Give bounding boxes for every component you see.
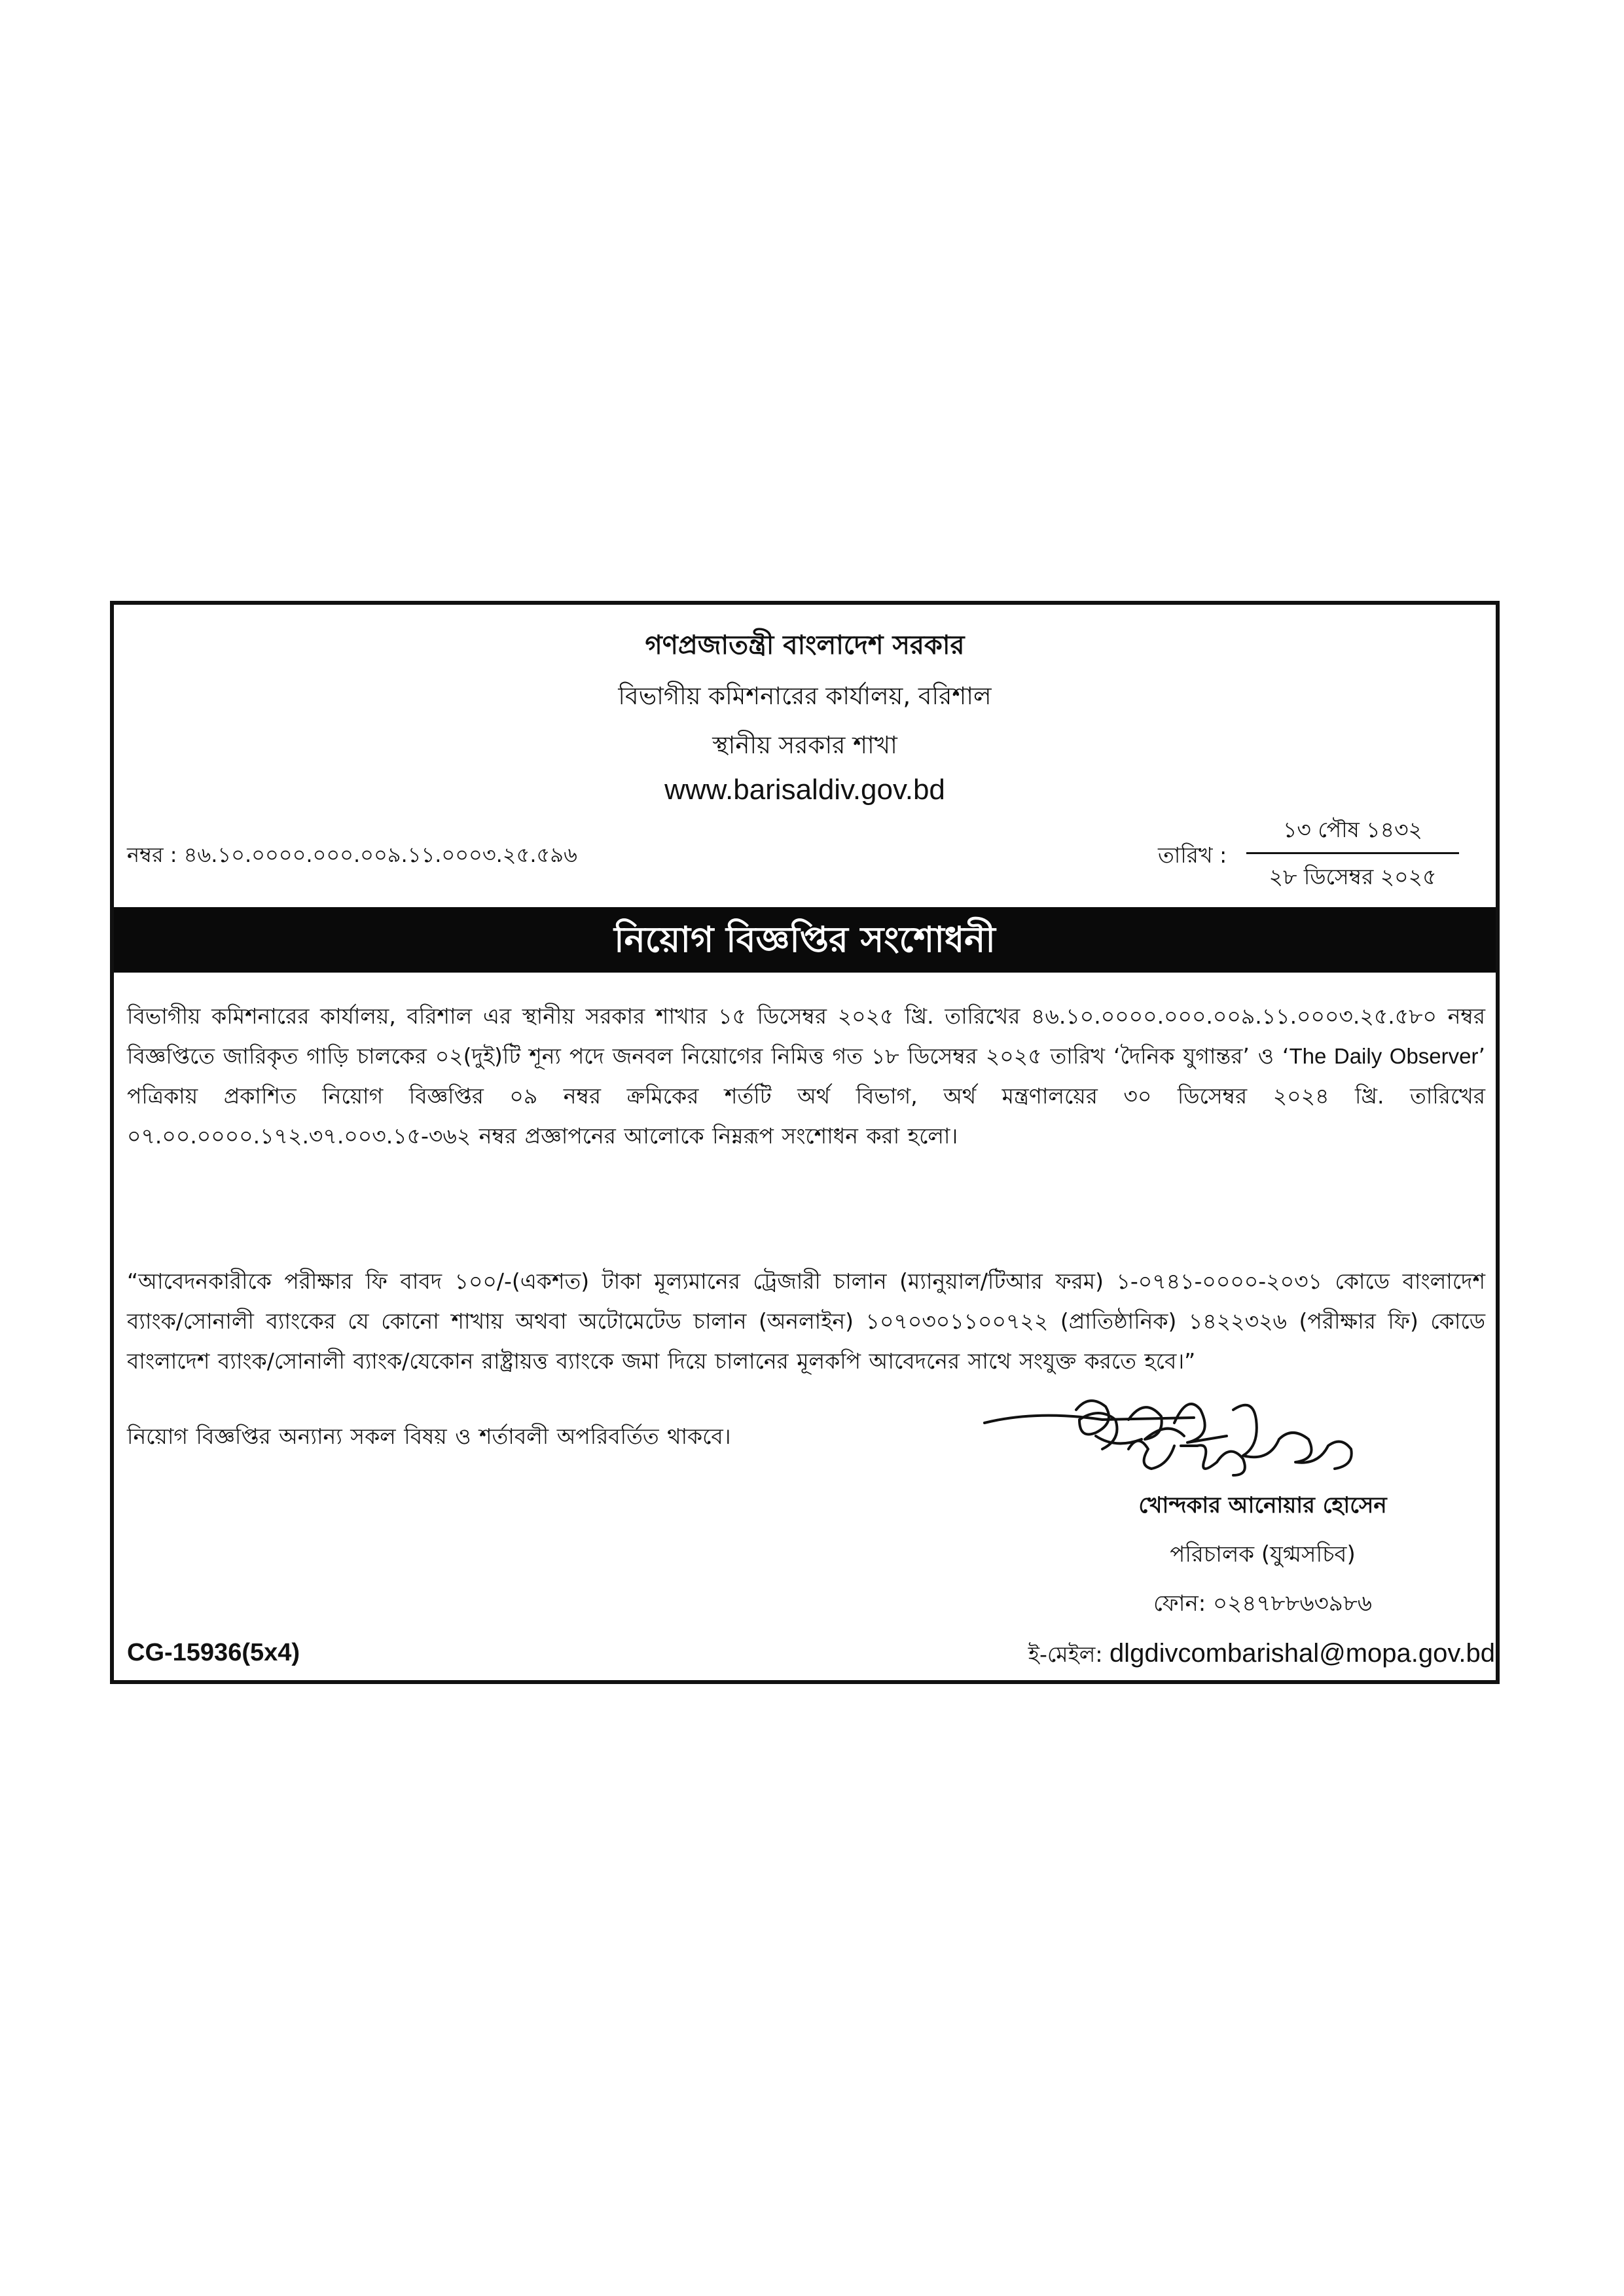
signatory-email [906, 1638, 1495, 1674]
notice-title: নিয়োগ বিজ্ঞপ্তির সংশোধনী [114, 907, 1496, 973]
date-bangla: ১৩ পৌষ ১৪৩২ [1246, 813, 1459, 854]
paragraph-other-conditions: নিয়োগ বিজ্ঞপ্তির অন্যান্য সকল বিষয় ও শর্তাবলী অপরিবর্তিত থাকবে। [127, 1424, 731, 1449]
notice-box [110, 601, 1500, 1684]
signatory-name: খোন্দকার আনোয়ার হোসেন [1138, 1492, 1387, 1518]
paragraph-fee-condition: “আবেদনকারীকে পরীক্ষার ফি বাবদ ১০০/-(একশত) টাকা মূল্যমানের ট্রেজারী চালান (ম্যানুয়াল/টিআর ফরম) ১-০৭৪১-০০০০-২০৩১ কোডে বাংলাদেশ ব্যাংক/সোনালী ব্যাংকের যে কোনো শাখায় অথবা অটোমেটেড চালান (অনলাইন) ১০৭০৩০১১০০৭২২ (প্রাতিষ্ঠানিক) ১৪২২৩২৬ (পরীক্ষার ফি) কোডে বাংলাদেশ ব্যাংক/সোনালী ব্যাংক/যেকোন রাষ্ট্রায়ত্ত ব্যাংকে জমা দিয়ে চালানের মূলকপি আবেদনের সাথে সংযুক্ত করতে হবে।” [127, 1268, 1485, 1374]
memo-number: নম্বর : ৪৬.১০.০০০০.০০০.০০৯.১১.০০০৩.২৫.৫৯৬ [127, 842, 577, 867]
email-address: dlgdivcombarishal@mopa.gov.bd [1109, 1639, 1495, 1668]
government-title: গণপ্রজাতন্ত্রী বাংলাদেশ সরকার [645, 630, 965, 660]
branch-name: স্থানীয় সরকার শাখা [712, 731, 897, 759]
newspaper-name-english: The Daily Observer [1289, 1044, 1479, 1068]
paragraph-amendment-reference [127, 996, 1485, 1156]
date-label: তারিখ : [1158, 842, 1227, 868]
paragraph1-text-a: বিভাগীয় কমিশনারের কার্যালয়, বরিশাল এর স্থানীয় সরকার শাখার ১৫ ডিসেম্বর ২০২৫ খ্রি. তারিখের ৪৬.১০.০০০০.০০০.০০৯.১১.০০০৩.২৫.৫৮০ নম্বর বিজ্ঞপ্তিতে জারিকৃত গাড়ি চালকের ০২(দুই)টি শূন্য পদে জনবল নিয়োগের নিমিত্ত গত ১৮ ডিসেম্বর ২০২৫ তারিখ ‘দৈনিক যুগান্তর’ ও ‘ [127, 1003, 1485, 1069]
office-name: বিভাগীয় কমিশনারের কার্যালয়, বরিশাল [618, 682, 992, 710]
paragraph1-text-b: ’ পত্রিকায় প্রকাশিত নিয়োগ বিজ্ঞপ্তির ০৯ নম্বর ক্রমিকের শর্তটি অর্থ বিভাগ, অর্থ মন্ত্রণালয়ের ৩০ ডিসেম্বর ২০২৪ খ্রি. তারিখের ০৭.০০.০০০০.১৭২.৩৭.০০৩.১৫-৩৬২ নম্বর প্রজ্ঞাপনের আলোকে নিম্নরূপ সংশোধন করা হলো। [127, 1043, 1485, 1149]
cg-code: CG-15936(5x4) [127, 1639, 300, 1666]
website-text: www.barisaldiv.gov.bd [664, 774, 945, 806]
date-gregorian: ২৮ ডিসেম্বর ২০২৫ [1269, 864, 1437, 889]
email-label: ই-মেইল: [1028, 1641, 1110, 1667]
signatory-phone: ফোন: ০২৪৭৮৮৬৩৯৮৬ [1153, 1590, 1372, 1617]
signature [978, 1384, 1410, 1482]
signatory-designation: পরিচালক (যুগ্মসচিব) [1170, 1541, 1356, 1568]
